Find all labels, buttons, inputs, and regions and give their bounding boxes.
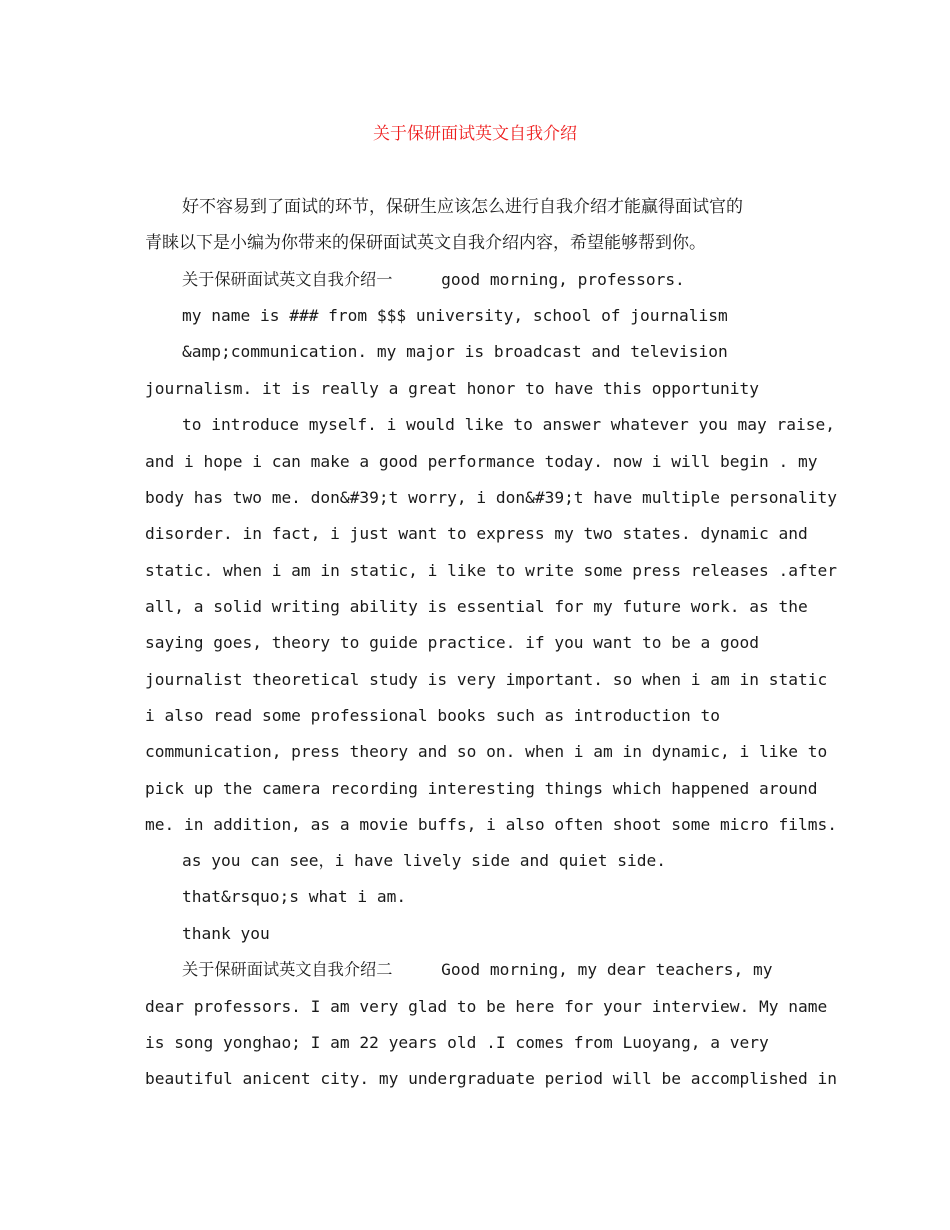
body-line: beautiful anicent city. my undergraduate period will be accomplished in — [145, 1069, 837, 1088]
body-line: all, a solid writing ability is essential for my future work. as the — [145, 597, 808, 616]
body-line: as you can see，i have lively side and quiet side. — [182, 851, 666, 870]
body-line: me. in addition, as a movie buffs, i also often shoot some micro films. — [145, 815, 837, 834]
body-line: my name is ### from $$$ university, school of journalism — [182, 306, 728, 325]
body-line: static. when i am in static, i like to write some press releases .after — [145, 561, 837, 580]
body-line: disorder. in fact, i just want to express my two states. dynamic and — [145, 524, 808, 543]
body-line: dear professors. I am very glad to be here for your interview. My name — [145, 997, 828, 1016]
body-line: that&rsquo;s what i am. — [182, 887, 407, 906]
body-line: saying goes, theory to guide practice. if you want to be a good — [145, 633, 759, 652]
body-line: 关于保研面试英文自我介绍一 good morning, professors. — [182, 270, 685, 289]
body-line: 青睐以下是小编为你带来的保研面试英文自我介绍内容，希望能够帮到你。 — [145, 233, 706, 253]
body-line: 好不容易到了面试的环节，保研生应该怎么进行自我介绍才能赢得面试官的 — [182, 197, 743, 217]
body-line: journalist theoretical study is very important. so when i am in static — [145, 670, 828, 689]
body-line: &amp;communication. my major is broadcast and television — [182, 342, 728, 361]
body-line: thank you — [182, 924, 270, 943]
body-line: and i hope i can make a good performance today. now i will begin . my — [145, 452, 818, 471]
body-line: pick up the camera recording interesting things which happened around — [145, 779, 818, 798]
document-title: 关于保研面试英文自我介绍 — [373, 124, 577, 144]
body-line: i also read some professional books such as introduction to — [145, 706, 720, 725]
body-line: body has two me. don&#39;t worry, i don&#39;t have multiple personality — [145, 488, 837, 507]
body-line: to introduce myself. i would like to answer whatever you may raise, — [182, 415, 835, 434]
body-line: 关于保研面试英文自我介绍二 Good morning, my dear teachers, my — [182, 960, 773, 979]
body-line: is song yonghao; I am 22 years old .I comes from Luoyang, a very — [145, 1033, 769, 1052]
body-line: journalism. it is really a great honor to have this opportunity — [145, 379, 759, 398]
body-line: communication, press theory and so on. when i am in dynamic, i like to — [145, 742, 828, 761]
